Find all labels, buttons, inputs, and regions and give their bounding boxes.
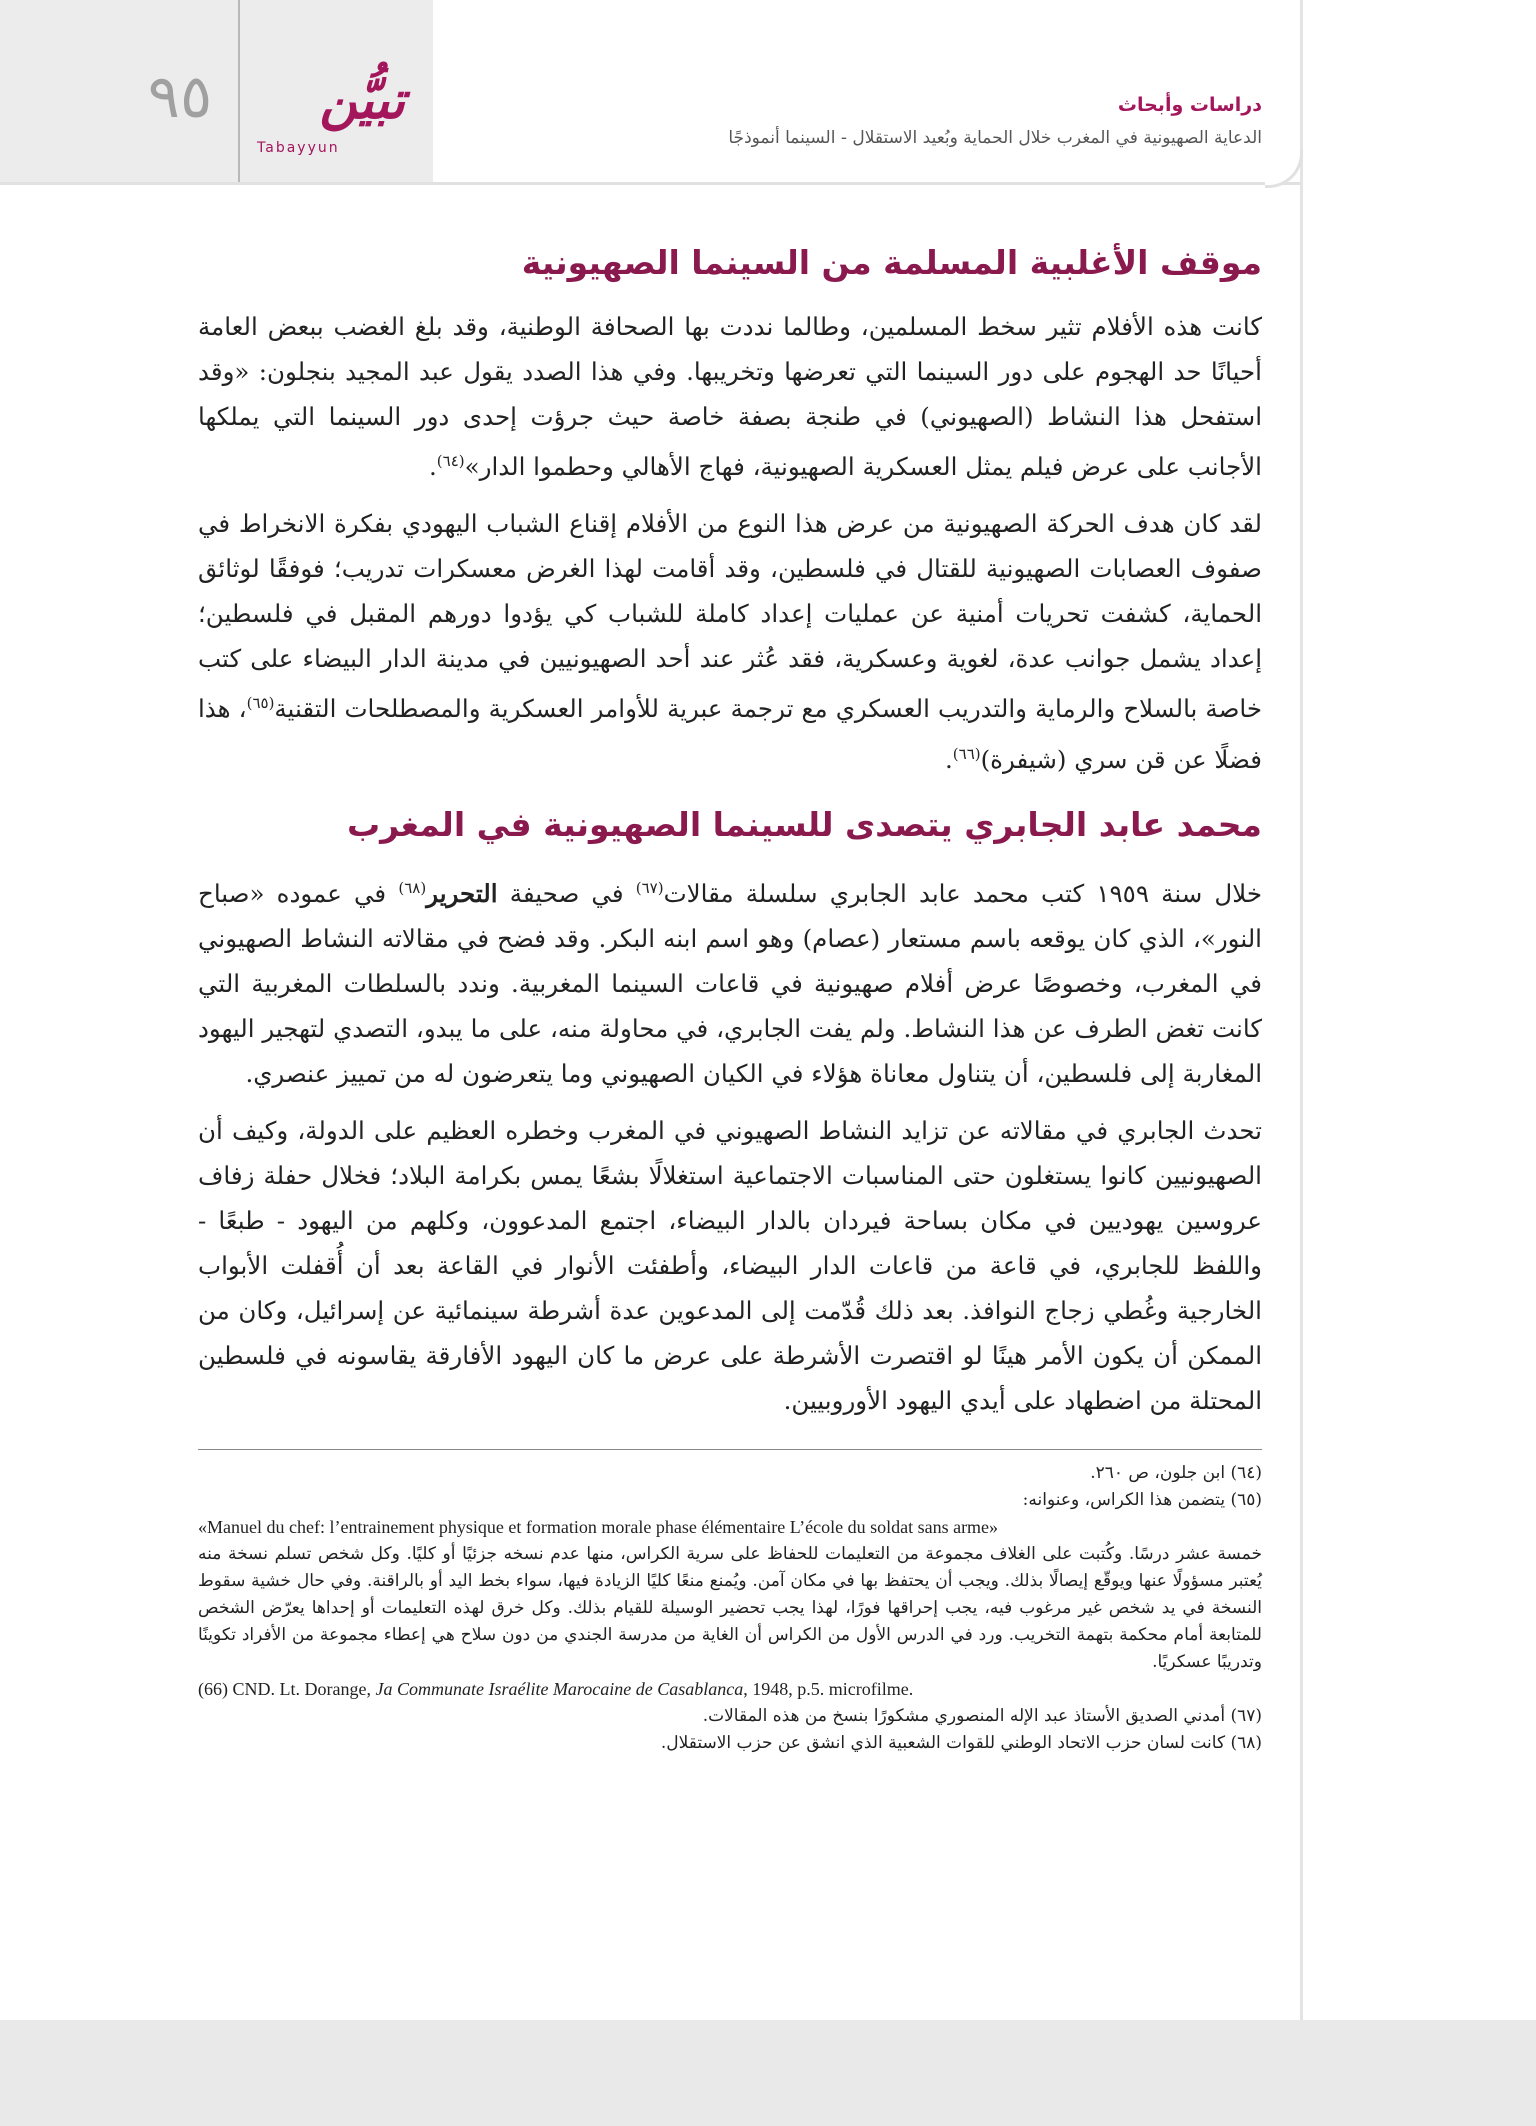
footnote-divider	[198, 1449, 1262, 1450]
footnote-french-title: «Manuel du chef: l’entrainement physique et formation morale phase élémentaire L’école du soldat sans arme»	[198, 1517, 999, 1537]
footnote-ref[interactable]: (٦٧)	[635, 878, 664, 897]
paragraph	[198, 866, 1262, 1096]
journal-logo	[255, 70, 405, 170]
paragraph: تحدث الجابري في مقالاته عن تزايد النشاط الصهيوني في المغرب وخطره العظيم على الدولة، وكيف أن الصهيونيين كانوا يستغلون حتى المناسبات الاجتماعية استغلالًا بشعًا يمس بكرامة البلاد؛ فخلال حفلة زفاف عروسين يهوديين في مكان بساحة فيردان بالدار البيضاء، اجتمع المدعوون، وكلهم من اليهود - طبعًا - واللفظ للجابري، في قاعة من قاعات الدار البيضاء، وأطفئت الأنوار في القاعة بعد أن أُقفلت الأبواب الخارجية وغُطي زجاج النوافذ. بعد ذلك قُدّمت إلى المدعوين عدة أشرطة سينمائية عن إسرائيل، وكان من الممكن أن يكون الأمر هينًا لو اقتصرت الأشرطة على عرض ما كان اليهود الأفارقة يقاسونه في فلسطين المحتلة من اضطهاد على أيدي اليهود الأوروبيين.	[198, 1116, 1262, 1415]
bottom-gray-band	[0, 2020, 1536, 2126]
footnote: (٦٧) أمدني الصديق الأستاذ عبد الإله المنصوري مشكورًا بنسخ من هذه المقالات.	[702, 1706, 1262, 1726]
newspaper-name: التحرير	[426, 879, 498, 908]
footnote	[198, 1676, 1262, 1703]
paragraph-text: خلال سنة ١٩٥٩ كتب محمد عابد الجابري سلسلة مقالات	[663, 879, 1262, 908]
logo-latin-text: Tabayyun	[257, 140, 340, 156]
paragraph-text: كانت هذه الأفلام تثير سخط المسلمين، وطالما نددت بها الصحافة الوطنية، وقد بلغ الغضب ببعض العامة أحيانًا حد الهجوم على دور السينما التي تعرضها وتخريبها. وفي هذا الصدد يقول عبد المجيد بنجلون: «وقد استفحل هذا النشاط (الصهيوني) في طنجة بصفة خاصة حيث جرؤت إحدى دور السينما التي يملكها الأجانب على عرض فيلم يمثل العسكرية الصهيونية، فهاج الأهالي وحطموا الدار»	[198, 312, 1262, 482]
footnote-ref[interactable]: (٦٨)	[398, 878, 427, 897]
footnote-ref[interactable]: (٦٥)	[246, 694, 275, 713]
footnote-ref[interactable]: (٦٤)	[436, 452, 465, 471]
footnote: (٦٥) يتضمن هذا الكراس، وعنوانه:	[1022, 1490, 1262, 1510]
footnote-italic-title: Ja Communate Israélite Marocaine de Casablanca	[375, 1679, 744, 1699]
footnotes	[198, 1460, 1262, 1757]
paragraph-text: ، هذا فضلًا عن قن سري (شيفرة)	[198, 694, 1262, 774]
page-number: ٩٥	[147, 62, 213, 132]
running-title: الدعاية الصهيونية في المغرب خلال الحماية وبُعيد الاستقلال - السينما أنموذجًا	[728, 128, 1262, 148]
footnote: (٦٨) كانت لسان حزب الاتحاد الوطني للقوات الشعبية الذي انشق عن حزب الاستقلال.	[660, 1733, 1262, 1753]
paragraph-end: .	[944, 744, 953, 774]
section-heading: موقف الأغلبية المسلمة من السينما الصهيونية	[521, 243, 1262, 282]
logo-arabic-text: تبيُّن	[319, 70, 405, 131]
footnote-text: (66) CND. Lt. Dorange,	[198, 1679, 376, 1699]
paragraph-text: في عموده «صباح النور»، الذي كان يوقعه باسم مستعار (عصام) وهو اسم ابنه البكر. وقد فضح في مقالاته النشاط الصهيوني في المغرب، وخصوصًا عرض أفلام صهيونية في قاعات السينما المغربية. وندد بالسلطات المغربية التي كانت تغض الطرف عن هذا النشاط. ولم يفت الجابري، في محاولة منه، على ما يبدو، التصدي لتهجير اليهود المغاربة إلى فلسطين، أن يتناول معاناة هؤلاء في الكيان الصهيوني وما يتعرضون له من تمييز عنصري.	[198, 879, 1262, 1088]
section-heading: محمد عابد الجابري يتصدى للسينما الصهيونية في المغرب	[346, 804, 1262, 844]
footnote-body: خمسة عشر درسًا. وكُتبت على الغلاف مجموعة من التعليمات للحفاظ على سرية الكراس، منها عدم نسخه جزئيًا أو كليًا. وكل شخص تسلم نسخة منه يُعتبر مسؤولًا عنها ويوقّع إيصالًا بذلك. ويجب أن يحتفظ بها في مكان آمن. ويُمنع منعًا كليًا الزيادة فيها، سواء بخط اليد أو بالراقنة. وفي حال خشية سقوط النسخة في يد شخص غير مرغوب فيه، يجب إحراقها فورًا، لهذا يجب تحضير الوسيلة للقيام بذلك. وكل خرق لهذه التعليمات أو إحداها يعرّض الشخص للمتابعة أمام محكمة بتهمة التخريب. ورد في الدرس الأول من الكراس أن الغاية من مدرسة الجندي من دون سلاح هي إعطاء مجموعة من الأفراد تكوينًا وتدريبًا عسكريًا.	[198, 1544, 1262, 1672]
page-header	[0, 0, 1300, 185]
paragraph-text: لقد كان هدف الحركة الصهيونية من عرض هذا النوع من الأفلام إقناع الشباب اليهودي بفكرة الانخراط في صفوف العصابات الصهيونية للقتال في فلسطين، وقد أقامت لهذا الغرض معسكرات تدريب؛ فوفقًا لوثائق الحماية، كشفت تحريات أمنية عن عمليات إعداد كاملة للشباب كي يؤدوا دورهم المقبل في فلسطين؛ إعداد يشمل جوانب عدة، لغوية وعسكرية، فقد عُثر عند أحد الصهيونيين في مدينة الدار البيضاء على كتب خاصة بالسلاح والرماية والتدريب العسكري مع ترجمة عبرية للأوامر العسكرية والمصطلحات التقنية	[198, 509, 1262, 724]
footnote-ref[interactable]: (٦٦)	[952, 744, 981, 763]
paragraph-text: في صحيفة	[497, 879, 636, 908]
footnote: (٦٤) ابن جلون، ص ٢٦٠.	[1090, 1463, 1262, 1483]
article-body	[198, 240, 1262, 1757]
paragraph	[198, 501, 1262, 781]
section-label: دراسات وأبحاث	[1117, 94, 1262, 116]
paragraph	[198, 304, 1262, 489]
footnote-text: , 1948, p.5. microfilme.	[743, 1679, 914, 1699]
page-margin	[1303, 0, 1536, 2020]
paragraph-end: .	[428, 452, 437, 482]
header-divider	[238, 0, 240, 182]
